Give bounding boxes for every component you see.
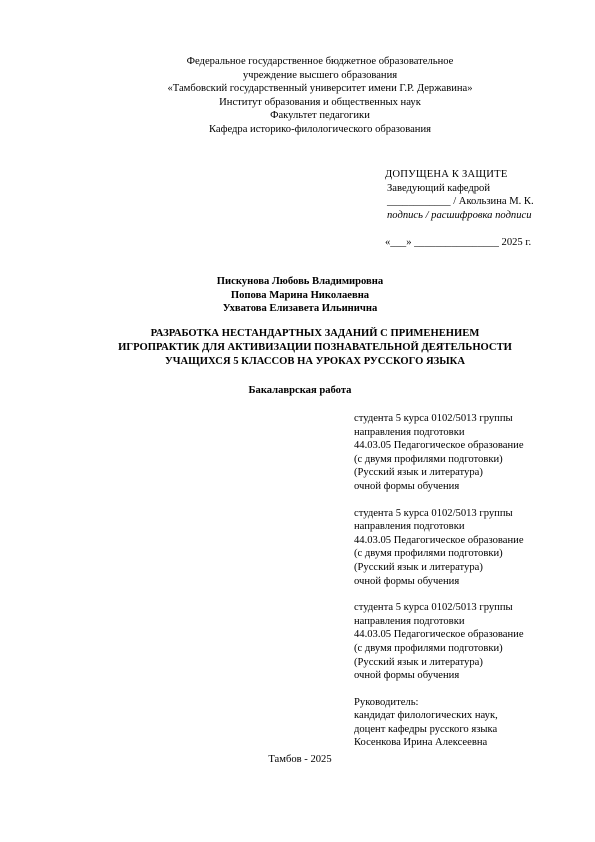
student-info-line: студента 5 курса 0102/5013 группы (354, 602, 513, 614)
approval-title: ДОПУЩЕНА К ЗАЩИТЕ (385, 169, 508, 180)
student-info-line: (с двумя профилями подготовки) (354, 548, 503, 560)
supervisor-line: кандидат филологических наук, (354, 710, 498, 722)
approval-spacer (385, 222, 585, 236)
student-info-line: 44.03.05 Педагогическое образование (354, 534, 524, 546)
topic-line: РАЗРАБОТКА НЕСТАНДАРТНЫХ ЗАДАНИЙ С ПРИМЕНЕНИЕМ (150, 328, 480, 339)
thesis-topic (70, 327, 560, 369)
student-info-line: студента 5 курса 0102/5013 группы (354, 507, 513, 519)
approval-position: Заведующий кафедрой (387, 182, 491, 194)
student-info-line: (с двумя профилями подготовки) (354, 453, 503, 465)
header-line: Институт образования и общественных наук (219, 96, 421, 108)
header-line: «Тамбовский государственный университет имени Г.Р. Державина» (167, 83, 473, 95)
supervisor-block (354, 696, 584, 750)
author-name: Ухватова Елизавета Ильинична (222, 303, 378, 315)
approval-block (385, 168, 585, 250)
student-info-line: очной формы обучения (354, 480, 460, 492)
supervisor-line: Косенкова Ирина Алексеевна (354, 737, 488, 749)
header-line: Кафедра историко-филологического образования (208, 123, 432, 135)
student-info-line: направления подготовки (354, 426, 465, 438)
student-info-line: очной формы обучения (354, 575, 460, 587)
author-name: Попова Марина Николаевна (230, 289, 370, 301)
supervisor-line: доцент кафедры русского языка (354, 723, 498, 735)
student-info-line: очной формы обучения (354, 670, 460, 682)
institution-header (120, 55, 520, 137)
header-line: учреждение высшего образования (242, 69, 398, 81)
student-info-line: (Русский язык и литература) (354, 467, 483, 479)
work-type: Бакалаврская работа (248, 385, 352, 396)
student-info-line: студента 5 курса 0102/5013 группы (354, 413, 513, 424)
topic-line: ИГРОПРАКТИК ДЛЯ АКТИВИЗАЦИИ ПОЗНАВАТЕЛЬНОЙ ДЕЯТЕЛЬНОСТИ (118, 342, 512, 353)
student-info-line: (Русский язык и литература) (354, 561, 483, 573)
student-info-block (354, 412, 584, 494)
student-info-block (354, 507, 584, 589)
supervisor-line: Руководитель: (354, 696, 419, 708)
student-info-block (354, 601, 584, 683)
student-info-line: (с двумя профилями подготовки) (354, 642, 503, 654)
student-info-line: 44.03.05 Педагогическое образование (354, 629, 524, 641)
student-info-line: направления подготовки (354, 521, 465, 533)
students-info (354, 412, 584, 750)
header-line: Факультет педагогики (270, 110, 370, 122)
student-info-line: направления подготовки (354, 615, 465, 627)
authors-block (150, 275, 450, 316)
author-name: Пискунова Любовь Владимировна (216, 276, 384, 287)
city-year: Тамбов - 2025 (268, 754, 332, 765)
student-info-line: (Русский язык и литература) (354, 656, 483, 668)
topic-line: УЧАЩИХСЯ 5 КЛАССОВ НА УРОКАХ РУССКОГО ЯЗЫКА (164, 356, 466, 367)
approval-signature-line: ____________ / Акользина М. К. (387, 196, 534, 208)
approval-date-line: «___» ________________ 2025 г. (385, 237, 532, 249)
header-line: Федеральное государственное бюджетное образовательное (186, 56, 454, 67)
student-info-line: 44.03.05 Педагогическое образование (354, 440, 524, 452)
approval-signature-caption: подпись / расшифровка подписи (387, 209, 532, 221)
